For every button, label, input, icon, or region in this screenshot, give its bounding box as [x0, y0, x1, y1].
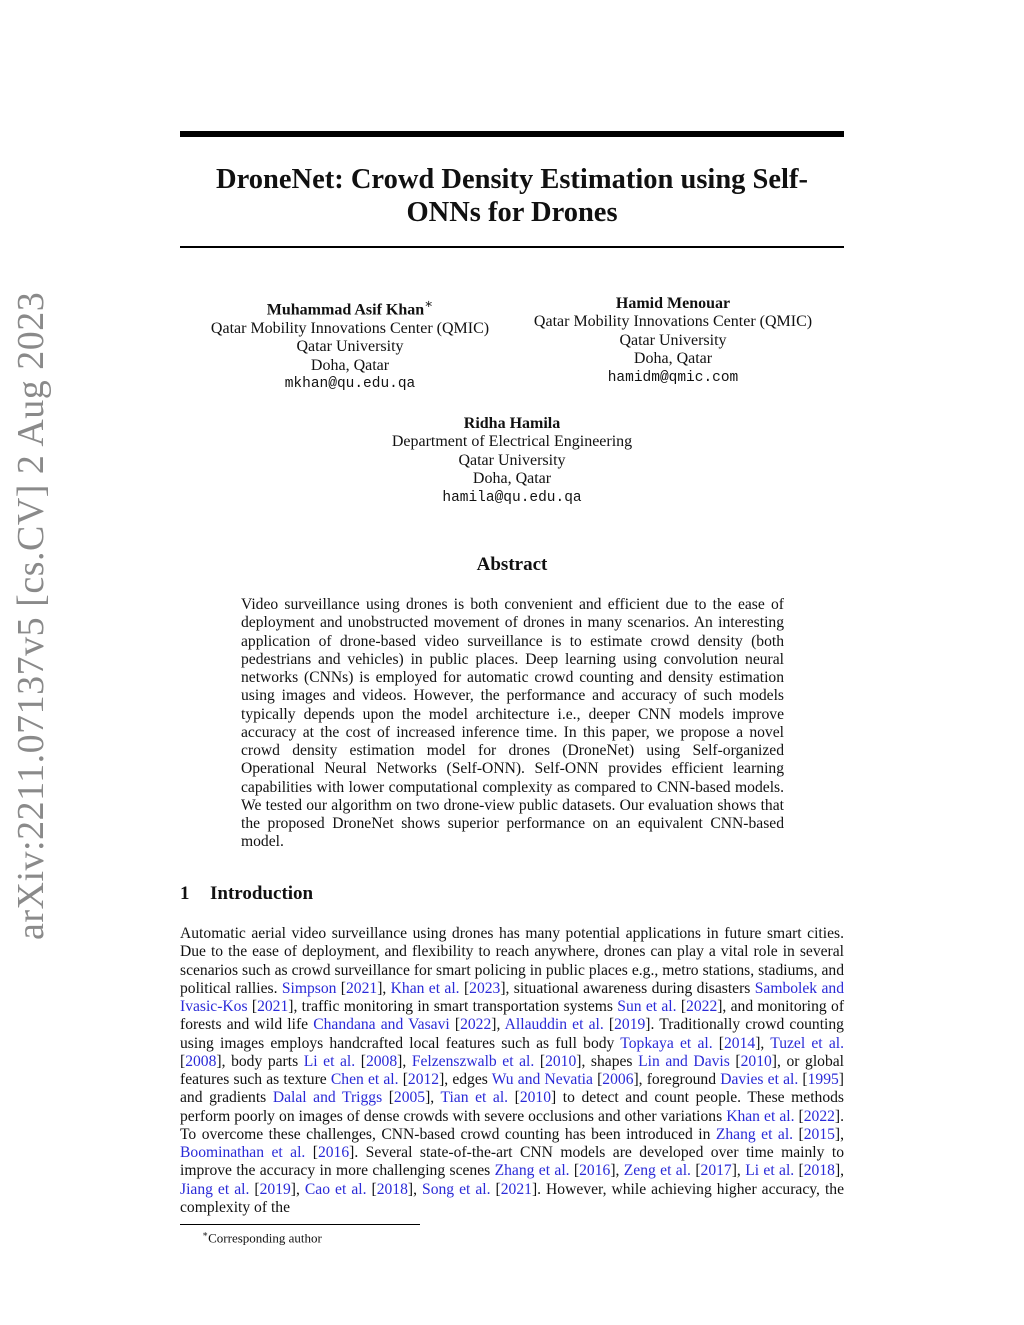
intro-text: [ — [794, 1162, 804, 1180]
citation-link[interactable]: 2010 — [519, 1089, 552, 1107]
arxiv-identifier: arXiv:2211.07137v5 [cs.CV] 2 Aug 2023 — [10, 291, 52, 940]
citation-link[interactable]: 2005 — [393, 1089, 426, 1107]
title-top-rule — [180, 131, 844, 137]
citation-link[interactable]: Allauddin et al. — [504, 1016, 604, 1034]
intro-text: [ — [382, 1089, 394, 1107]
introduction-paragraph — [180, 925, 844, 1217]
intro-text: ], foreground — [633, 1071, 721, 1088]
citation-link[interactable]: Song et al. — [422, 1180, 491, 1198]
citation-link[interactable]: Li et al. — [303, 1052, 356, 1070]
footnote — [202, 1229, 322, 1246]
citation-link[interactable]: 2010 — [740, 1052, 772, 1070]
intro-text: ], — [425, 1089, 441, 1107]
intro-text: ], — [407, 1180, 423, 1198]
citation-link[interactable]: 2012 — [407, 1071, 440, 1088]
footnote-rule — [180, 1224, 420, 1225]
intro-text: [ — [305, 1144, 318, 1161]
citation-link[interactable]: Sambolek and Ivasic-Kos — [180, 979, 844, 1015]
author-affiliation: Qatar Mobility Innovations Center (QMIC) — [210, 319, 490, 337]
citation-link[interactable]: Wu and Nevatia — [491, 1071, 593, 1088]
citation-link[interactable]: 2015 — [803, 1125, 835, 1143]
section-heading — [180, 883, 313, 905]
citation-link[interactable]: 2014 — [724, 1034, 756, 1052]
intro-text: ], situational awareness during disasters — [500, 979, 755, 997]
citation-link[interactable]: Khan et al. — [726, 1107, 795, 1125]
citation-link[interactable]: 2023 — [469, 979, 501, 997]
citation-link[interactable]: 2018 — [803, 1162, 835, 1180]
citation-link[interactable]: 2021 — [346, 979, 378, 997]
abstract-heading: Abstract — [476, 554, 548, 575]
citation-link[interactable]: Dalal and Triggs — [272, 1089, 383, 1107]
intro-text: ], — [397, 1052, 412, 1070]
citation-link[interactable]: Lin and Davis — [638, 1052, 730, 1070]
citation-link[interactable]: Zhang et al. — [494, 1162, 570, 1180]
intro-text: [ — [398, 1071, 408, 1088]
intro-text: ], body parts — [216, 1052, 304, 1070]
citation-link[interactable]: 2008 — [185, 1052, 217, 1070]
author-email[interactable]: mkhan@qu.edu.qa — [284, 375, 416, 392]
citation-link[interactable]: Davies et al. — [720, 1071, 799, 1088]
intro-text: [ — [592, 1071, 603, 1088]
intro-text: ], — [755, 1034, 771, 1052]
footnote-text: Corresponding author — [208, 1230, 322, 1246]
citation-link[interactable]: 2022 — [460, 1016, 492, 1034]
citation-link[interactable]: Chen et al. — [330, 1071, 399, 1088]
author-institution: Qatar University — [619, 331, 727, 349]
citation-link[interactable]: 2008 — [365, 1052, 398, 1070]
author-affiliation: Department of Electrical Engineering — [391, 433, 633, 451]
author-institution: Qatar University — [296, 338, 404, 356]
citation-link[interactable]: Chandana and Vasavi — [313, 1016, 450, 1034]
intro-text: ], — [834, 1125, 844, 1143]
corresponding-mark: ∗ — [424, 296, 434, 311]
citation-link[interactable]: 1995 — [807, 1071, 839, 1088]
intro-text: ], or global features such as texture — [180, 1052, 845, 1088]
intro-text: ], — [731, 1162, 746, 1180]
intro-text: [ — [508, 1089, 520, 1107]
citation-link[interactable]: 2019 — [259, 1180, 291, 1198]
intro-text: ], shapes — [576, 1052, 639, 1070]
intro-text: [ — [459, 979, 470, 997]
section-title: Introduction — [210, 883, 314, 904]
author-location: Doha, Qatar — [310, 356, 390, 374]
author-block — [190, 295, 510, 393]
intro-text: ], — [491, 1016, 505, 1034]
intro-text: ] and gradients — [180, 1071, 844, 1107]
citation-link[interactable]: Tian et al. — [440, 1089, 509, 1107]
author-block — [312, 415, 712, 507]
citation-link[interactable]: Topkaya et al. — [620, 1034, 713, 1052]
intro-text: [ — [534, 1052, 546, 1070]
intro-text: ]. However, while achieving higher accuracy, the complexity of the — [180, 1180, 845, 1216]
section-number: 1 — [180, 883, 190, 904]
footnote-mark: ∗ — [202, 1229, 209, 1239]
author-location: Doha, Qatar — [633, 350, 713, 368]
intro-text: ], — [290, 1180, 305, 1198]
citation-link[interactable]: 2018 — [376, 1180, 408, 1198]
citation-link[interactable]: 2016 — [317, 1144, 350, 1161]
intro-text: ], traffic monitoring in smart transportation systems — [288, 998, 618, 1015]
author-affiliation: Qatar Mobility Innovations Center (QMIC) — [533, 313, 813, 331]
title-bottom-rule — [180, 246, 844, 248]
intro-text: ], — [377, 979, 391, 997]
intro-text: [ — [729, 1052, 741, 1070]
citation-link[interactable]: 2017 — [700, 1162, 732, 1180]
intro-text: [ — [336, 979, 346, 997]
intro-text: [ — [247, 998, 258, 1015]
citation-link[interactable]: 2010 — [545, 1052, 577, 1070]
intro-text: ], — [610, 1162, 624, 1180]
paper-title: DroneNet: Crowd Density Estimation using Self-ONNs for Drones — [216, 164, 808, 228]
author-name: Hamid Menouar — [615, 295, 731, 312]
author-email[interactable]: hamila@qu.edu.qa — [442, 489, 582, 506]
citation-link[interactable]: Tuzel et al. — [770, 1034, 844, 1052]
citation-link[interactable]: 2022 — [686, 998, 718, 1015]
citation-link[interactable]: Boominathan et al. — [180, 1144, 306, 1161]
intro-text: ]. Traditionally crowd counting using images employs handcrafted local features such as full body — [180, 1016, 844, 1052]
citation-link[interactable]: Sun et al. — [617, 998, 677, 1015]
intro-text: [ — [603, 1016, 615, 1034]
intro-text: ], edges — [439, 1071, 492, 1088]
intro-text: Automatic aerial video surveillance using drones has many potential applications in future smart cities. Due to the ease of deployment, and flexibility to reach anywhere, drones can play a vital role in several scenarios such as crowd surveillance for smart policing in public places e.g., metro stations, stadiums, and political rallies. — [180, 925, 844, 997]
intro-text: [ — [798, 1071, 808, 1088]
intro-text: ]. To overcome these challenges, CNN-based crowd counting has been introduced in — [180, 1107, 845, 1143]
intro-text: [ — [490, 1180, 501, 1198]
citation-link[interactable]: Khan et al. — [390, 979, 460, 997]
citation-link[interactable]: Felzenszwalb et al. — [411, 1052, 535, 1070]
author-email[interactable]: hamidm@qmic.com — [607, 369, 739, 386]
citation-link[interactable]: Zhang et al. — [715, 1125, 794, 1143]
citation-link[interactable]: Cao et al. — [304, 1180, 367, 1198]
intro-text: ]. Several state-of-the-art CNN models are developed over time mainly to improve the accuracy in more challenging scenes — [180, 1144, 844, 1180]
author-block — [518, 295, 828, 387]
citation-link[interactable]: 2016 — [579, 1162, 611, 1180]
citation-link[interactable]: Jiang et al. — [180, 1180, 250, 1198]
intro-text: [ — [249, 1180, 260, 1198]
author-name: Muhammad Asif Khan∗ — [266, 296, 434, 319]
intro-text: [ — [180, 1052, 186, 1070]
intro-text: [ — [793, 1125, 804, 1143]
author-location: Doha, Qatar — [472, 470, 552, 488]
intro-text: [ — [676, 998, 687, 1015]
intro-text: [ — [712, 1034, 724, 1052]
citation-link[interactable]: 2022 — [803, 1107, 835, 1125]
intro-text: [ — [366, 1180, 377, 1198]
intro-text: ] to detect and count people. These methods perform poorly on images of dense crowds with severe occlusions and other variations — [180, 1089, 844, 1125]
citation-link[interactable]: Zeng et al. — [623, 1162, 691, 1180]
abstract-text: Video surveillance using drones is both convenient and efficient due to the ease of deployment and unobstructed movement of drones in many scenarios. An interesting application of drone-based video surveillance is to estimate crowd density (both pedestrians and vehicles) in public places. Deep learning using convolution neural networks (CNNs) is employed for automatic crowd counting and density estimation using images and videos. However, the performance and accuracy of such models typically depends upon the model architecture i.e., deeper CNN models improve accuracy at the cost of increased inference time. In this paper, we propose a novel crowd density estimation model for drones (DroneNet) using Self-organized Operational Neural Networks (Self-ONN). Self-ONN provides efficient learning capabilities with lower computational complexity as compared to CNN-based models. We tested our algorithm on two drone-view public datasets. Our evaluation shows that the proposed DroneNet shows superior performance on an equivalent CNN-based model. — [241, 596, 784, 851]
citation-link[interactable]: 2019 — [614, 1016, 646, 1034]
citation-link[interactable]: 2021 — [500, 1180, 532, 1198]
intro-text: [ — [449, 1016, 461, 1034]
intro-text: [ — [690, 1162, 701, 1180]
citation-link[interactable]: 2006 — [602, 1071, 634, 1088]
intro-text: [ — [794, 1107, 804, 1125]
citation-link[interactable]: 2021 — [257, 998, 289, 1015]
citation-link[interactable]: Simpson — [281, 979, 337, 997]
author-name: Ridha Hamila — [463, 415, 561, 432]
intro-text: ], and monitoring of forests and wild life — [180, 998, 845, 1034]
author-institution: Qatar University — [458, 451, 566, 469]
intro-text: [ — [569, 1162, 580, 1180]
intro-text: ], — [834, 1162, 845, 1180]
intro-text: [ — [355, 1052, 366, 1070]
citation-link[interactable]: Li et al. — [745, 1162, 795, 1180]
